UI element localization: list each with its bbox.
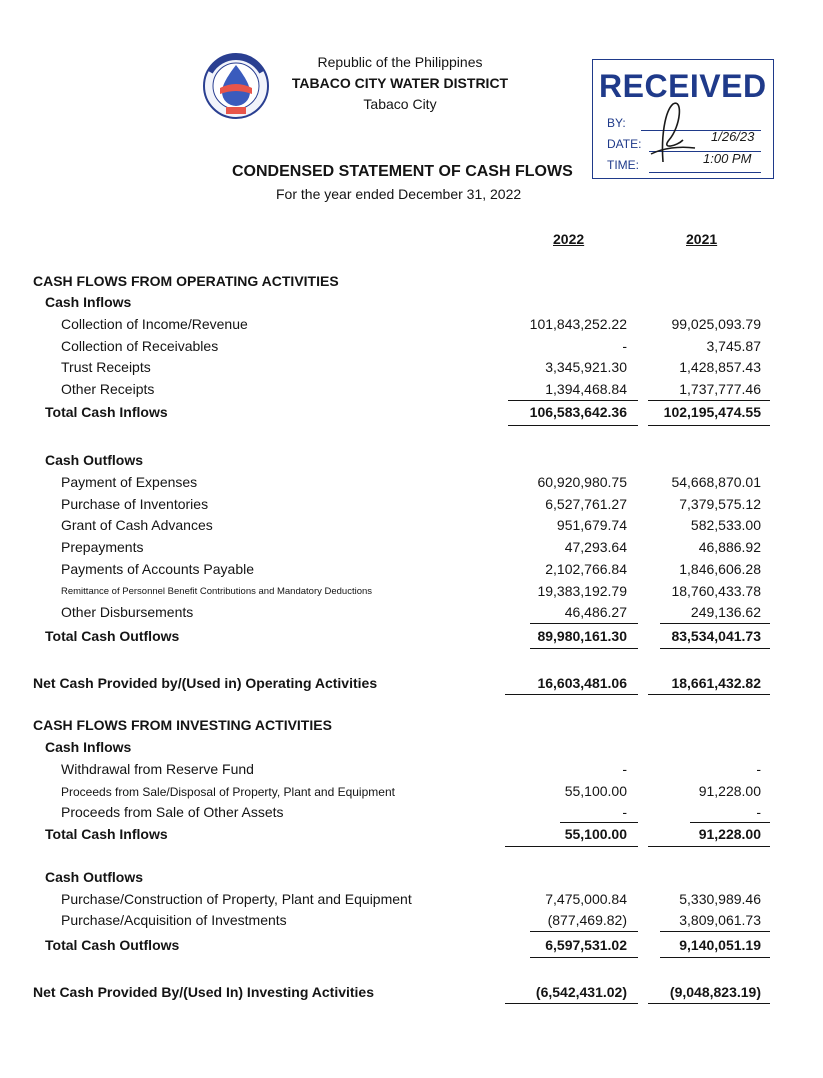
received-stamp <box>592 59 774 179</box>
total-label: Total Cash Inflows <box>45 826 168 842</box>
value-2021: 99,025,093.79 <box>671 316 761 332</box>
value-2022: (877,469.82) <box>547 912 627 928</box>
stamp-title: RECEIVED <box>599 68 767 104</box>
total-rule <box>648 846 770 847</box>
net-rule <box>505 1003 638 1004</box>
row-label: Prepayments <box>61 539 144 555</box>
investing-activities-heading: CASH FLOWS FROM INVESTING ACTIVITIES <box>33 717 332 733</box>
stamp-time-label: TIME: <box>607 158 639 172</box>
value-2022: - <box>622 338 627 354</box>
row-label: Purchase/Acquisition of Investments <box>61 912 287 928</box>
value-2022: 46,486.27 <box>564 604 627 620</box>
row-label: Other Disbursements <box>61 604 194 620</box>
value-2021: 54,668,870.01 <box>671 474 761 490</box>
total-rule <box>660 648 770 649</box>
statement-subtitle: For the year ended December 31, 2022 <box>276 186 522 202</box>
value-2021: 3,809,061.73 <box>679 912 761 928</box>
row-label: Proceeds from Sale/Disposal of Property, Plant and Equipment <box>61 785 395 799</box>
subtotal-rule <box>690 822 770 823</box>
row-label: Purchase of Inventories <box>61 496 209 512</box>
value-2021: 18,760,433.78 <box>671 583 761 599</box>
total-2021: 91,228.00 <box>698 826 761 842</box>
net-rule <box>648 1003 770 1004</box>
subtotal-rule <box>530 623 638 624</box>
value-2021: 1,428,857.43 <box>679 359 761 375</box>
investing-outflows-heading: Cash Outflows <box>45 869 144 885</box>
handwritten-signature <box>643 96 703 166</box>
value-2021: 1,737,777.46 <box>679 381 761 397</box>
value-2022: 6,527,761.27 <box>545 496 627 512</box>
row-label: Trust Receipts <box>61 359 151 375</box>
value-2022: 2,102,766.84 <box>545 561 627 577</box>
row-label: Proceeds from Sale of Other Assets <box>61 804 284 820</box>
value-2022: - <box>622 761 627 777</box>
total-2022: 89,980,161.30 <box>537 628 627 644</box>
value-2022: 60,920,980.75 <box>537 474 627 490</box>
net-operating-2022: 16,603,481.06 <box>537 675 627 691</box>
total-label: Total Cash Outflows <box>45 937 180 953</box>
value-2021: 582,533.00 <box>690 517 761 533</box>
stamp-time-line <box>649 172 761 173</box>
investing-inflows-heading: Cash Inflows <box>45 739 132 755</box>
total-rule <box>508 425 638 426</box>
value-2022: 101,843,252.22 <box>529 316 627 332</box>
value-2022: - <box>622 804 627 820</box>
total-2021: 102,195,474.55 <box>663 404 761 420</box>
row-label: Purchase/Construction of Property, Plant and Equipment <box>61 891 412 907</box>
total-2021: 83,534,041.73 <box>671 628 761 644</box>
row-label: Collection of Receivables <box>61 338 219 354</box>
value-2021: 5,330,989.46 <box>679 891 761 907</box>
operating-outflows-heading: Cash Outflows <box>45 452 144 468</box>
row-label: Payment of Expenses <box>61 474 198 490</box>
net-investing-2022: (6,542,431.02) <box>535 984 627 1000</box>
stamp-time-value: 1:00 PM <box>703 151 752 166</box>
row-label: Other Receipts <box>61 381 155 397</box>
operating-activities-heading: CASH FLOWS FROM OPERATING ACTIVITIES <box>33 273 339 289</box>
row-label: Withdrawal from Reserve Fund <box>61 761 254 777</box>
row-label: Grant of Cash Advances <box>61 517 213 533</box>
net-investing-label: Net Cash Provided By/(Used In) Investing Activities <box>33 984 375 1000</box>
value-2021: - <box>756 761 761 777</box>
total-2021: 9,140,051.19 <box>679 937 761 953</box>
value-2021: 249,136.62 <box>690 604 761 620</box>
column-header-2021: 2021 <box>686 231 718 247</box>
statement-title: CONDENSED STATEMENT OF CASH FLOWS <box>232 163 573 180</box>
column-header-2022: 2022 <box>553 231 585 247</box>
value-2022: 7,475,000.84 <box>545 891 627 907</box>
subtotal-rule <box>508 400 638 401</box>
country-line: Republic of the Philippines <box>317 54 483 70</box>
organization-name: TABACO CITY WATER DISTRICT <box>291 75 509 91</box>
net-operating-2021: 18,661,432.82 <box>671 675 761 691</box>
total-2022: 6,597,531.02 <box>545 937 627 953</box>
subtotal-rule <box>648 400 770 401</box>
value-2022: 1,394,468.84 <box>545 381 627 397</box>
value-2021: 7,379,575.12 <box>679 496 761 512</box>
value-2022: 3,345,921.30 <box>545 359 627 375</box>
total-2022: 55,100.00 <box>564 826 627 842</box>
value-2022: 951,679.74 <box>556 517 627 533</box>
total-label: Total Cash Inflows <box>45 404 168 420</box>
total-rule <box>505 846 638 847</box>
row-label: Payments of Accounts Payable <box>61 561 254 577</box>
net-operating-label: Net Cash Provided by/(Used in) Operating Activities <box>33 675 378 691</box>
total-rule <box>530 957 638 958</box>
stamp-date-label: DATE: <box>607 137 642 151</box>
stamp-by-label: BY: <box>607 116 626 130</box>
value-2021: 46,886.92 <box>698 539 761 555</box>
value-2021: 3,745.87 <box>706 338 761 354</box>
stamp-date-value: 1/26/23 <box>711 129 755 144</box>
subtotal-rule <box>660 623 770 624</box>
value-2022: 19,383,192.79 <box>537 583 627 599</box>
net-investing-2021: (9,048,823.19) <box>669 984 761 1000</box>
operating-inflows-heading: Cash Inflows <box>45 294 132 310</box>
value-2022: 55,100.00 <box>564 783 627 799</box>
subtotal-rule <box>560 822 638 823</box>
value-2021: 91,228.00 <box>698 783 761 799</box>
row-label: Remittance of Personnel Benefit Contributions and Mandatory Deductions <box>61 586 373 597</box>
net-rule <box>648 694 770 695</box>
total-rule <box>660 957 770 958</box>
total-2022: 106,583,642.36 <box>529 404 627 420</box>
value-2022: 47,293.64 <box>564 539 627 555</box>
value-2021: 1,846,606.28 <box>679 561 761 577</box>
row-label: Collection of Income/Revenue <box>61 316 248 332</box>
subtotal-rule <box>660 931 770 932</box>
total-rule <box>530 648 638 649</box>
value-2021: - <box>756 804 761 820</box>
total-rule <box>648 425 770 426</box>
net-rule <box>505 694 638 695</box>
subtotal-rule <box>530 931 638 932</box>
city-line: Tabaco City <box>363 96 437 112</box>
total-label: Total Cash Outflows <box>45 628 180 644</box>
